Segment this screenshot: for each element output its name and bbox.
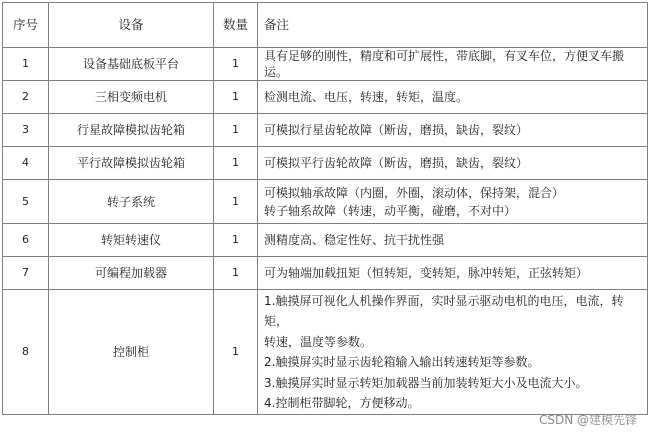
table-row [3, 257, 648, 290]
row-index: 2 [3, 81, 49, 114]
row-index: 4 [3, 147, 49, 180]
note-line: 转速，温度等参数。 [264, 334, 373, 349]
row-index: 7 [3, 257, 49, 290]
row-quantity: 1 [214, 290, 258, 415]
note-line: 可为轴端加载扭矩（恒转矩，变转矩，脉冲转矩，正弦转矩） [264, 266, 589, 280]
row-quantity: 1 [214, 147, 258, 180]
row-quantity: 1 [214, 48, 258, 81]
note-line: 检测电流、电压，转速，转矩，温度。 [264, 90, 469, 104]
row-quantity: 1 [214, 81, 258, 114]
row-notes [258, 290, 648, 415]
header-notes: 备注 [258, 3, 648, 48]
note-line: 可模拟平行齿轮故障（断齿，磨损，缺齿，裂纹） [264, 156, 529, 170]
row-notes [258, 48, 648, 81]
row-notes [258, 147, 648, 180]
row-index: 5 [3, 180, 49, 224]
table-row [3, 114, 648, 147]
note-line: 转子轴系故障（转速，动平衡，碰磨，不对中） [264, 203, 517, 218]
row-notes [258, 114, 648, 147]
row-device: 转矩转速仪 [49, 224, 214, 257]
table-row [3, 48, 648, 81]
note-line: 3.触摸屏实时显示转矩加载器当前加装转矩大小及电流大小。 [264, 375, 588, 390]
row-device: 可编程加载器 [49, 257, 214, 290]
row-index: 8 [3, 290, 49, 415]
row-device: 行星故障模拟齿轮箱 [49, 114, 214, 147]
note-line: 具有足够的刚性，精度和可扩展性，带底脚，有叉车位，方便叉车搬运。 [264, 49, 625, 79]
table-row [3, 224, 648, 257]
row-notes [258, 81, 648, 114]
row-device: 控制柜 [49, 290, 214, 415]
note-line: 2.触摸屏实时显示齿轮箱输入输出转速转矩等参数。 [264, 355, 540, 369]
header-quantity: 数量 [214, 3, 258, 48]
table-row [3, 290, 648, 415]
row-notes [258, 224, 648, 257]
row-index: 3 [3, 114, 49, 147]
row-device: 平行故障模拟齿轮箱 [49, 147, 214, 180]
csdn-watermark: CSDN @建模先锋 [538, 413, 637, 427]
row-device: 三相变频电机 [49, 81, 214, 114]
note-line: 可模拟轴承故障（内圈，外圈，滚动体，保持架，混合） [264, 185, 565, 200]
table-header-row [3, 3, 648, 48]
row-device: 设备基础底板平台 [49, 48, 214, 81]
row-quantity: 1 [214, 257, 258, 290]
row-notes [258, 257, 648, 290]
row-index: 6 [3, 224, 49, 257]
table-row [3, 147, 648, 180]
equipment-spec-table [2, 2, 648, 415]
table-row [3, 180, 648, 224]
note-line: 测精度高、稳定性好、抗干扰性强 [264, 233, 445, 247]
row-device: 转子系统 [49, 180, 214, 224]
table-row [3, 81, 648, 114]
note-line: 可模拟行星齿轮故障（断齿，磨损，缺齿，裂纹） [264, 123, 529, 137]
row-quantity: 1 [214, 180, 258, 224]
note-line: 1.触摸屏可视化人机操作界面，实时显示驱动电机的电压，电流，转矩， [264, 293, 624, 328]
row-notes [258, 180, 648, 224]
header-device: 设备 [49, 3, 214, 48]
row-quantity: 1 [214, 224, 258, 257]
row-index: 1 [3, 48, 49, 81]
row-quantity: 1 [214, 114, 258, 147]
header-index: 序号 [3, 3, 49, 48]
note-line: 4.控制柜带脚轮，方便移动。 [264, 396, 420, 410]
